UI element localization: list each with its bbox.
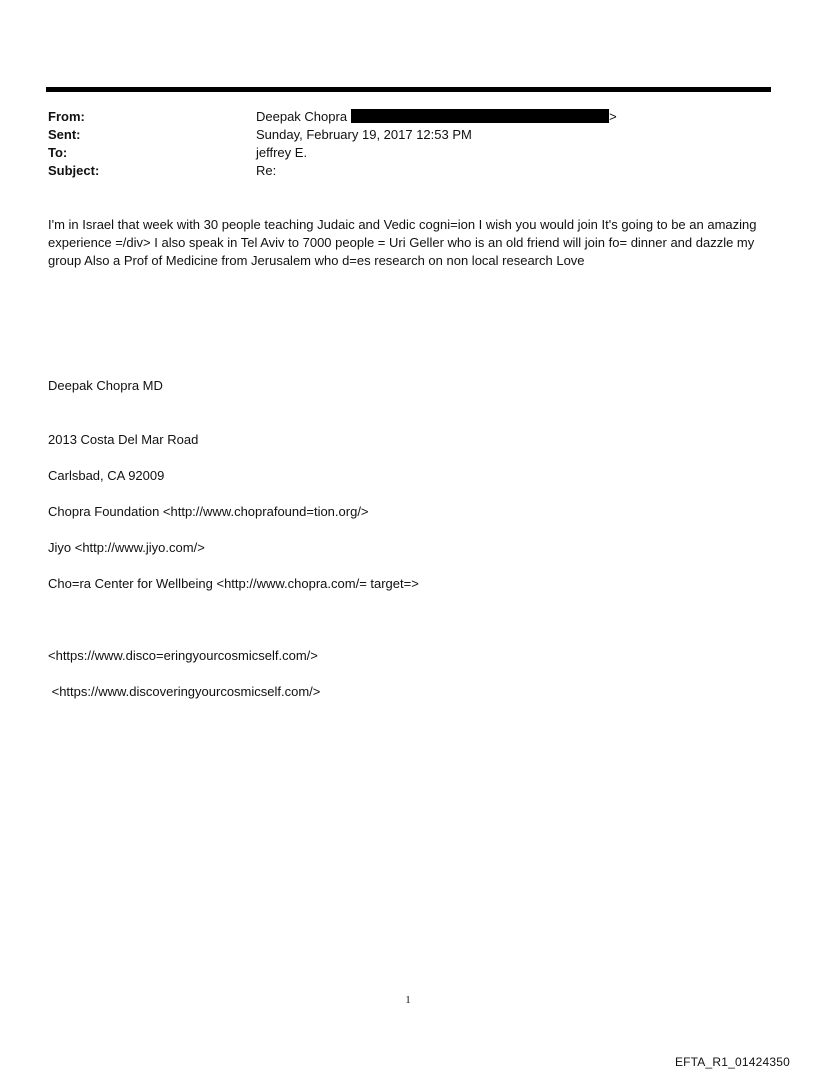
to-value: jeffrey E. [256,145,308,160]
signature-name: Deepak Chopra MD [48,378,163,393]
document-id: EFTA_R1_01424350 [674,1055,790,1069]
header-divider-rule [46,87,771,92]
sent-label: Sent: [48,127,81,142]
from-value [256,108,617,126]
signature-address-line2: Carlsbad, CA 92009 [48,468,165,483]
to-label: To: [48,145,68,160]
signature-link-chopra-center: Cho=ra Center for Wellbeing <http://www.chopra.com/= target=> [48,576,419,591]
signature-address-line1: 2013 Costa Del Mar Road [48,432,199,447]
sent-value: Sunday, February 19, 2017 12:53 PM [256,127,472,142]
subject-value: Re: [256,163,277,178]
sender-name: Deepak Chopra [256,109,348,124]
signature-link-chopra-foundation: Chopra Foundation <http://www.choprafound=tion.org/> [48,504,369,519]
from-label: From: [48,109,85,124]
page-number: 1 [405,994,411,1006]
subject-label: Subject: [48,163,100,178]
signature-link-cosmic-self-2: <https://www.discoveringyourcosmicself.com/> [48,684,321,699]
sender-bracket: > [609,109,617,124]
signature-link-jiyo: Jiyo <http://www.jiyo.com/> [48,540,205,555]
email-body: I'm in Israel that week with 30 people teaching Judaic and Vedic cogni=ion I wish you would join It's going to be an amazing experience =/div> I also speak in Tel Aviv to 7000 people = Uri Geller who is an old friend will join fo= dinner and dazzle my group Also a Prof of Medicine from Jerusalem who d=es research on non local research Love [48,217,757,268]
signature-link-cosmic-self-1: <https://www.disco=eringyourcosmicself.com/> [48,648,318,663]
redaction-block [351,109,609,123]
